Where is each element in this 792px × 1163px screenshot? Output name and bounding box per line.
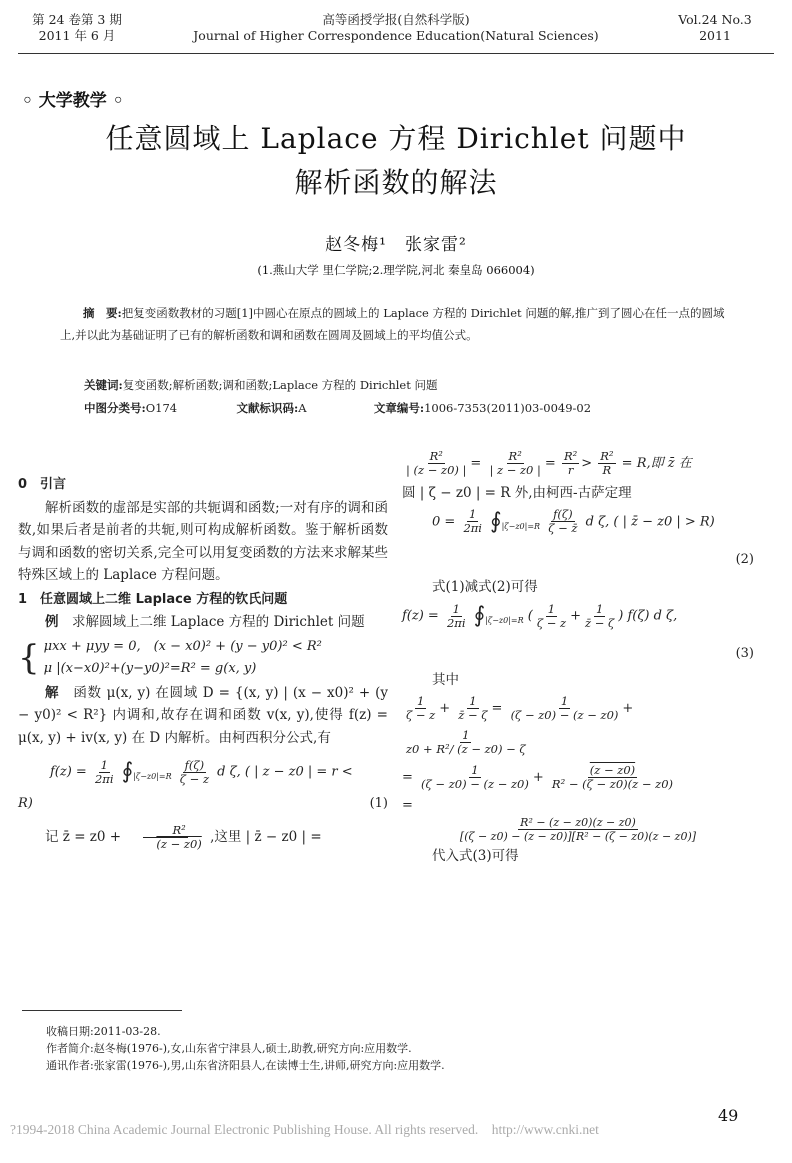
clc-label: 中图分类号: [84, 401, 146, 415]
classification [84, 397, 734, 419]
equation-3: f(z) = $\frac{1}{2\pi i}$ $∮_{|\zeta-z0|=R}$ ( $\frac{1}{\zeta - z}$ + $\frac{1}{z̄ - \zeta}$ ) f(ζ) d ζ, [402, 601, 678, 630]
keywords-text: 复变函数;解析函数;调和函数;Laplace 方程的 Dirichlet 问题 [122, 378, 438, 392]
equation-2: 0 = $\frac{1}{2\pi i}$ $∮_{|\zeta-z0|=R}$ $\frac{f(\zeta)}{\zeta - z̄}$ d ζ, ( | z̄ − z0 | > R) [432, 507, 715, 535]
journal-issue [22, 12, 132, 44]
eq3-tail: f(ζ) d ζ, [627, 608, 678, 624]
subtract-text: 式(1)减式(2)可得 [432, 578, 538, 595]
clc-value: O174 [145, 401, 178, 415]
abstract-text: 把复变函数教材的习题[1]中圆心在原点的圆域上的 Laplace 方程的 Dirichlet 问题的解,推广到了圆心在任一点的圆域上,并以此为基础证明了已有的解析函数和调和函数在圆周及圆域上的平均值公式。 [60, 306, 725, 342]
note-text: 记 z̄ = z0 + [45, 829, 122, 846]
eq1-condition: d ζ, ( | z − z0 | = r < [217, 764, 353, 780]
boundary-condition: μ |(x−x0)²+(y−y0)²=R² = g(x, y) [43, 660, 257, 676]
copyright-watermark: ?1994-2018 China Academic Journal Electronic Publishing House. All rights reserved. http://www.cnki.net [10, 1122, 599, 1137]
kernel-result: $\frac{\text{R² − (z − z0)(z − z0)}}{\text{[(ζ − z0) − (z − z0)][R² − (ζ − z0)(z − z0)]}}$ [459, 815, 697, 843]
eq2-number: (2) [735, 551, 754, 567]
volume-number: Vol.24 No.3 [678, 12, 752, 27]
distance-derivation: $\frac{\text{R²}}{| (z - z0) |}$ = $\frac{\text{R²}}{| z - z0 |}$ = $\frac{\text{R²}}{r}$ > $\frac{\text{R²}}{R}$ = R,即 z̄ 在 [406, 449, 692, 477]
kernel-expansion: $\frac{1}{\zeta - z}$ + $\frac{1}{z̄ - \zeta}$ = $\frac{1}{(\zeta - z0) - (z - z0)}$ + [406, 693, 634, 722]
abstract [60, 302, 732, 346]
equation-2-number-row [402, 544, 754, 576]
volume-year: 2011 [699, 28, 731, 43]
affiliation: (1.燕山大学 里仁学院;2.理学院,河北 秦皇岛 066004) [257, 263, 535, 277]
journal-name-en: Journal of Higher Correspondence Education(Natural Sciences) [193, 28, 599, 43]
eq3-lhs: f(z) = [402, 608, 439, 624]
example-paragraph [18, 611, 388, 634]
journal-title [170, 12, 622, 44]
solution-label: 解 [45, 684, 60, 701]
system-brace: { [18, 637, 40, 678]
section-tag: ◦ 大学教学 ◦ [22, 91, 124, 111]
equation-1: f(z) = $\frac{1}{2\pi i}$ $∮_{|\zeta-z0|=R}$ $\frac{f(\zeta)}{\zeta - z}$ d ζ, ( | z − z0 | = r < [50, 757, 353, 786]
solution-text: 函数 μ(x, y) 在圆域 D = {(x, y) | (x − x0)² + (y − y0)² < R²} 内调和,故存在调和函数 v(x, y),使得 f(z) = μ(x, y) + iv(x, y) 在 D 内解析。由柯西积分公式,有 [18, 684, 389, 746]
header-rule [18, 53, 774, 54]
authors: 赵冬梅¹ 张家雷² [325, 235, 467, 255]
left-column [18, 474, 388, 851]
example-label: 例 [45, 614, 59, 630]
keywords-label: 关键词: [84, 378, 123, 392]
equation-3-number-row [402, 639, 754, 669]
author-intro: 作者简介:赵冬梅(1976-),女,山东省宁津县人,硕士,助教,研究方向:应用数学. [46, 1042, 412, 1055]
article-number-value: 1006-7353(2011)03-0049-02 [424, 401, 592, 415]
solution-paragraph [18, 682, 388, 750]
eq1-number: (1) [369, 796, 388, 812]
note-tail: ,这里 | z̄ − z0 | = [210, 829, 322, 846]
eq1-coefficient: $\frac{1}{2\pi i}$ [94, 757, 114, 786]
eq2-lhs: 0 = [432, 514, 456, 529]
pde-system [18, 636, 388, 680]
right-column [402, 446, 754, 867]
eq1-integrand: $\frac{f(\zeta)}{\zeta - z}$ [179, 757, 210, 786]
contour-integral-icon: ∮ [473, 603, 486, 629]
cauchy-goursat-line: 圆 | ζ − z0 | = R 外,由柯西-古萨定理 [402, 485, 632, 501]
corresponding-author: 通讯作者:张家雷(1976-),男,山东省济阳县人,在读博士生,讲师,研究方向:应用数学. [46, 1059, 445, 1072]
distance-result: = R,即 z̄ 在 [621, 456, 692, 471]
contour-integral-icon: ∮ [490, 508, 502, 534]
heading-section-1: 1 任意圆域上二维 Laplace 方程的钦氏问题 [18, 591, 288, 607]
kernel-expansion-2: $\frac{1}{\text{z0 + R²/ (z − z0) − ζ}}$ [406, 727, 526, 756]
eq3-number: (3) [735, 646, 754, 662]
eq2-condition: d ζ, ( | z̄ − z0 | > R) [585, 514, 715, 529]
example-text: 求解圆域上二维 Laplace 方程的 Dirichlet 问题 [72, 614, 365, 630]
contour-integral-icon: ∮ [121, 759, 134, 784]
journal-name-cn: 高等函授学报(自然科学版) [322, 12, 470, 27]
issue-date: 2011 年 6 月 [38, 28, 116, 43]
intro-paragraph: 解析函数的虚部是实部的共轭调和函数;一对有序的调和函数,如果后者是前者的共轭,则可构成解析函数。鉴于解析函数与调和函数的密切关系,完全可以用复变函数的方法来求解某些特殊区域上的 Laplace 方程问题。 [18, 499, 388, 583]
doc-code-label: 文献标识码: [236, 401, 299, 415]
pde-equation: μxx + μyy = 0, (x − x0)² + (y − y0)² < R² [43, 638, 322, 654]
zbar-fraction: $\frac{\text{R²}}{(z - z0)}$ [127, 824, 203, 851]
footnote-rule [22, 1010, 182, 1011]
doc-code-value: A [298, 401, 307, 415]
heading-intro: 0 引言 [18, 477, 67, 492]
equation-1-cont [18, 792, 388, 816]
paper-title-line2: 解析函数的解法 [294, 166, 498, 199]
eq1-continuation: R) [18, 796, 33, 812]
journal-volume [660, 12, 770, 44]
volume-issue: 第 24 卷第 3 期 [32, 12, 122, 27]
abstract-label: 摘 要: [83, 306, 122, 320]
substitute-text: 代入式(3)可得 [432, 847, 519, 864]
kernel-expansion-3: = $\frac{1}{(\zeta - z0) - (z - z0)}$ + $\frac{(z - z0)}{\text{R² − (ζ − z0)(z − z0)}}$ [402, 762, 674, 791]
footnotes [46, 1023, 766, 1074]
note-zbar [18, 824, 388, 851]
eq1-lhs: f(z) = [50, 764, 87, 780]
paper-title-line1: 任意圆域上 Laplace 方程 Dirichlet 问题中 [105, 122, 687, 155]
article-number-label: 文章编号: [373, 401, 425, 415]
equals-sign: = [402, 797, 413, 813]
page-number: 49 [718, 1106, 739, 1125]
keywords [84, 374, 438, 396]
among-text: 其中 [432, 672, 459, 689]
received-date: 收稿日期:2011-03-28. [46, 1025, 161, 1038]
